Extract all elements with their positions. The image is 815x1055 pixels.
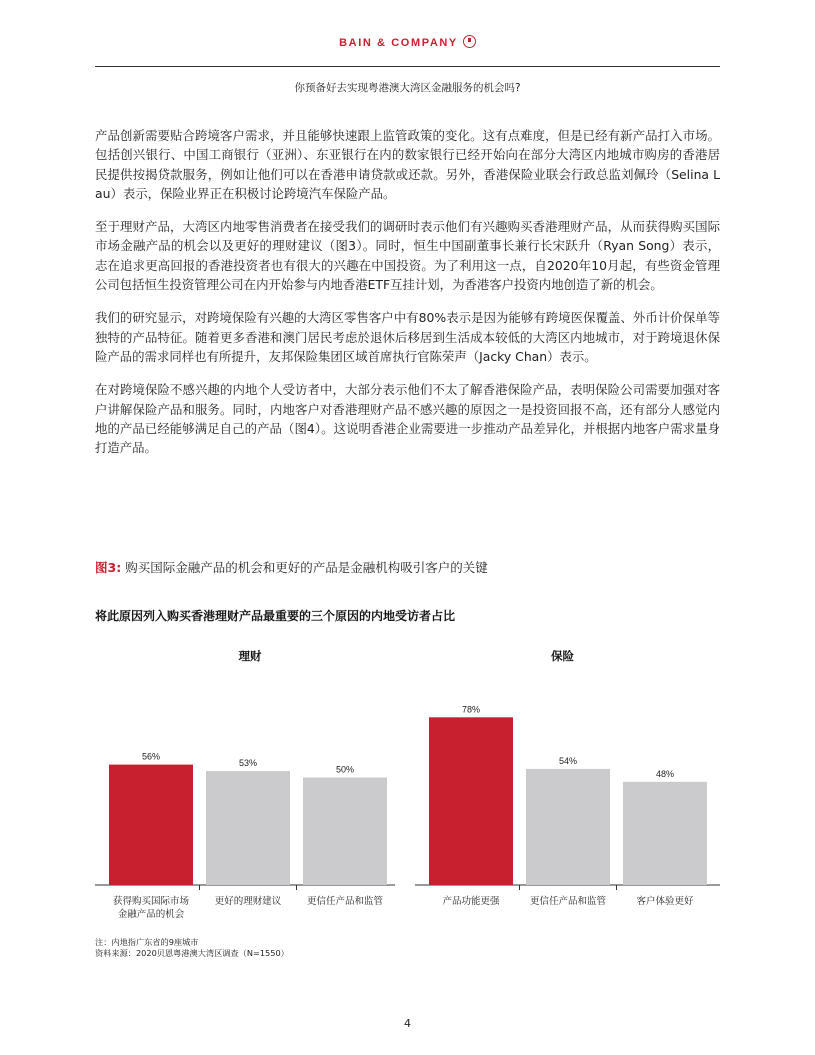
bar-value-label: 53%	[238, 758, 258, 769]
category-label: 更好的理财建议	[214, 896, 282, 907]
bar-value-label: 56%	[141, 751, 161, 762]
bain-circle-icon	[463, 35, 476, 48]
category-label: 更信任产品和监管	[529, 896, 607, 907]
bar-value-label: 54%	[558, 755, 578, 766]
running-title: 你预备好去实现粤港澳大湾区金融服务的机会吗?	[294, 82, 521, 94]
panel-title: 保险	[551, 649, 574, 663]
category-label: 金融产品的机会	[117, 909, 185, 920]
bar	[303, 778, 387, 886]
bar	[206, 771, 290, 885]
bar	[526, 769, 610, 885]
panel-title: 理财	[238, 649, 262, 663]
brand-logo	[0, 35, 815, 49]
paragraph: 在对跨境保险不感兴趣的内地个人受访者中，大部分表示他们不太了解香港保险产品，表明保险公司需要加强对客户讲解保险产品和服务。同时，内地客户对香港理财产品不感兴趣的原因之一是投资回报不高，还有部分人感觉内地的产品已经能够满足自己的产品（图4）。这说明香港企业需要进一步推动产品差异化，并根据内地客户需求量身打造产品。	[95, 382, 720, 456]
note-text: 注：内地指广东省的9座城市	[95, 937, 199, 947]
figure-label: 图3:	[95, 560, 122, 575]
chart-notes	[95, 937, 289, 959]
bar-chart	[0, 630, 815, 930]
figure-caption-text: 购买国际金融产品的机会和更好的产品是金融机构吸引客户的关键	[125, 560, 488, 575]
header-divider	[95, 66, 720, 67]
bar	[623, 782, 707, 885]
paragraph: 至于理财产品，大湾区内地零售消费者在接受我们的调研时表示他们有兴趣购买香港理财产品，从而获得购买国际市场金融产品的机会以及更好的理财建议（图3）。同时，恒生中国副董事长兼行长宋跃升（Ryan Song）表示，志在追求更高回报的香港投资者也有很大的兴趣在中国投资。为了利用这一点，自2020年10月起，有些资金管理公司包括恒生投资管理公司在内开始参与内地香港ETF互挂计划，为香港客户投资内地创造了新的机会。	[95, 219, 720, 293]
paragraph: 产品创新需要贴合跨境客户需求，并且能够快速跟上监管政策的变化。这有点难度，但是已经有新产品打入市场。包括创兴银行、中国工商银行（亚洲）、东亚银行在内的数家银行已经开始向在部分大湾区内地城市购房的香港居民提供按揭贷款服务，例如让他们可以在香港申请贷款或还款。另外，香港保险业联会行政总监刘佩玲（Selina Lau）表示，保险业界正在积极讨论跨境汽车保险产品。	[95, 128, 720, 201]
chart-title: 将此原因列入购买香港理财产品最重要的三个原因的内地受访者占比	[95, 609, 456, 623]
category-label: 客户体验更好	[636, 896, 694, 907]
paragraph: 我们的研究显示，对跨境保险有兴趣的大湾区零售客户中有80%表示是因为能够有跨境医保覆盖、外币计价保单等独特的产品特征。随着更多香港和澳门居民考虑於退休后移居到生活成本较低的大湾区内地城市，对于跨境退休保险产品的需求同样也有所提升，友邦保险集团区域首席执行官陈荣声（Jacky Chan）表示。	[95, 310, 720, 364]
bar	[109, 765, 193, 885]
body-text	[95, 126, 720, 471]
category-label: 产品功能更强	[442, 896, 500, 907]
bar	[429, 717, 513, 885]
page-number: 4	[404, 1017, 411, 1030]
source-text: 资料来源：2020贝恩粤港澳大湾区调查（N=1550）	[95, 948, 289, 958]
category-label: 获得购买国际市场	[112, 896, 190, 907]
category-label: 更信任产品和监管	[306, 896, 384, 907]
figure-caption	[95, 558, 488, 576]
brand-name: BAIN & COMPANY	[339, 37, 458, 49]
bar-value-label: 48%	[655, 768, 675, 779]
bar-value-label: 50%	[335, 764, 355, 775]
bar-value-label: 78%	[461, 704, 481, 715]
